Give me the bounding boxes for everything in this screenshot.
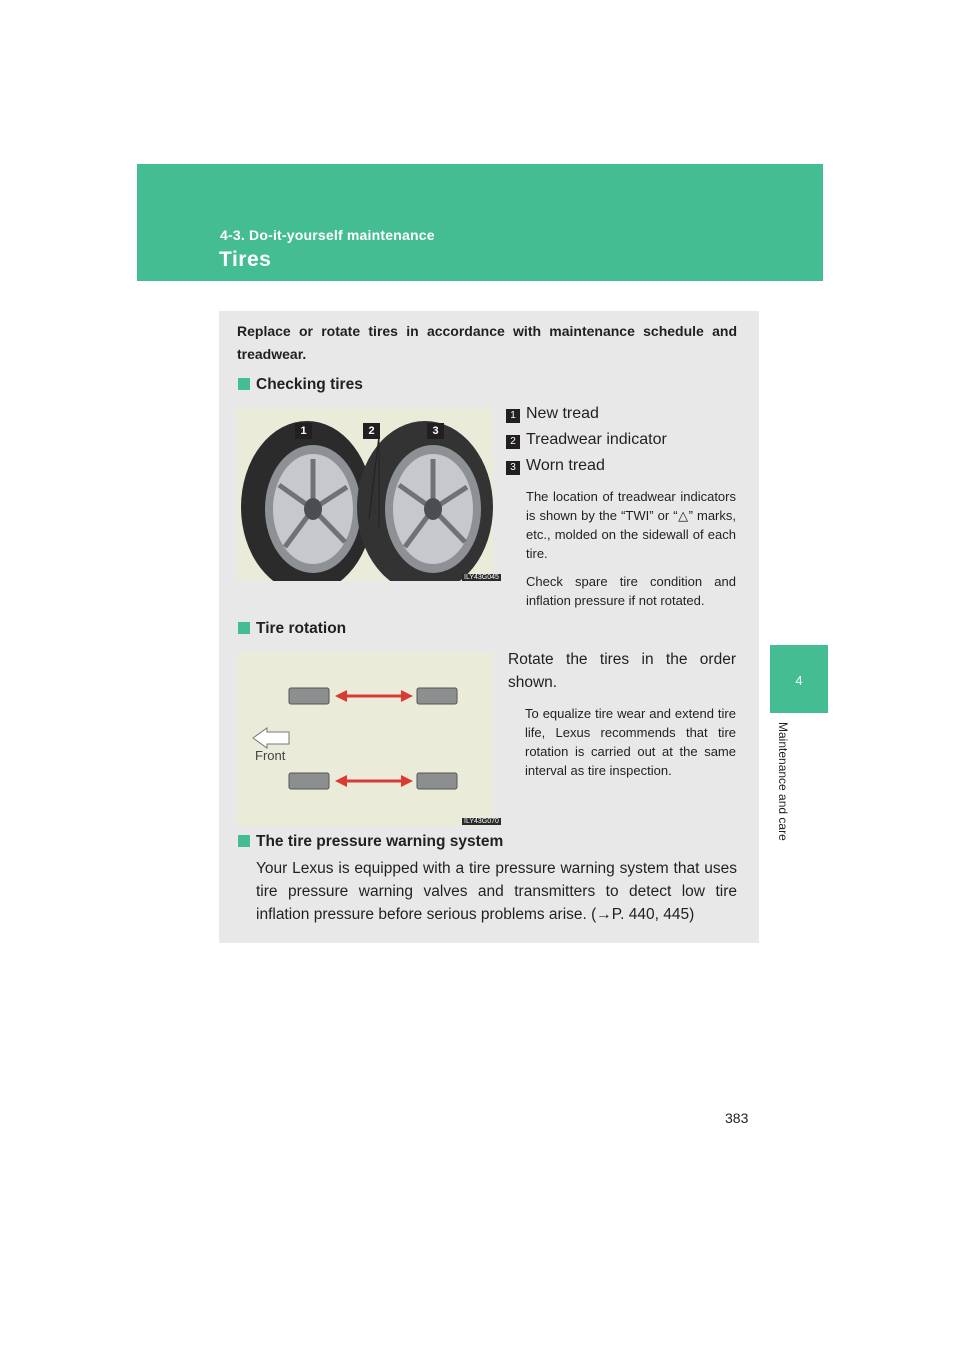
number-badge: 2 [506,435,520,449]
callout-2: 2 [363,423,380,439]
pressure-text: Your Lexus is equipped with a tire pressure warning system that uses tire pressure warning valves and transmitters to detect low tire inflation pressure before serious problems arise. (→P. 440, 445) [256,860,737,923]
image-code: ILY43G070 [464,818,499,825]
heading-bullet-icon [238,622,250,634]
rotation-note: To equalize tire wear and extend tire life, Lexus recommends that tire rotation is carried out at the same interval as tire inspection. [525,706,736,778]
list-item: 3 Worn tread [506,457,605,475]
spare-tire-note: Check spare tire condition and inflation pressure if not rotated. [526,574,736,608]
page-number: 383 [725,1110,749,1126]
number-badge: 3 [506,461,520,475]
tire-rotation-diagram [237,652,493,826]
callout-3: 3 [427,423,444,439]
page-title: Tires [219,248,272,271]
front-label: Front [255,748,286,763]
chapter-number: 4 [795,673,803,688]
pressure-heading: The tire pressure warning system [238,833,503,851]
heading-bullet-icon [238,835,250,847]
rotation-heading: Tire rotation [238,620,346,638]
intro-text: Replace or rotate tires in accordance with maintenance schedule and treadwear. [237,323,737,362]
callout-1: 1 [295,423,312,439]
list-item: 2 Treadwear indicator [506,431,667,449]
number-badge: 1 [506,409,520,423]
chapter-tab[interactable] [770,645,828,713]
section-title: 4-3. Do-it-yourself maintenance [220,227,435,243]
image-code: ILY43G045 [464,574,499,581]
rotation-text: Rotate the tires in the order shown. [508,651,736,691]
list-item: 1 New tread [506,405,599,423]
chapter-label: Maintenance and care [776,722,790,841]
checking-heading: Checking tires [238,376,363,394]
treadwear-note: The location of treadwear indicators is shown by the “TWI” or “△” marks, etc., molded on the sidewall of each tire. [526,489,736,561]
heading-bullet-icon [238,378,250,390]
rotation-arrows-icon [237,652,493,826]
